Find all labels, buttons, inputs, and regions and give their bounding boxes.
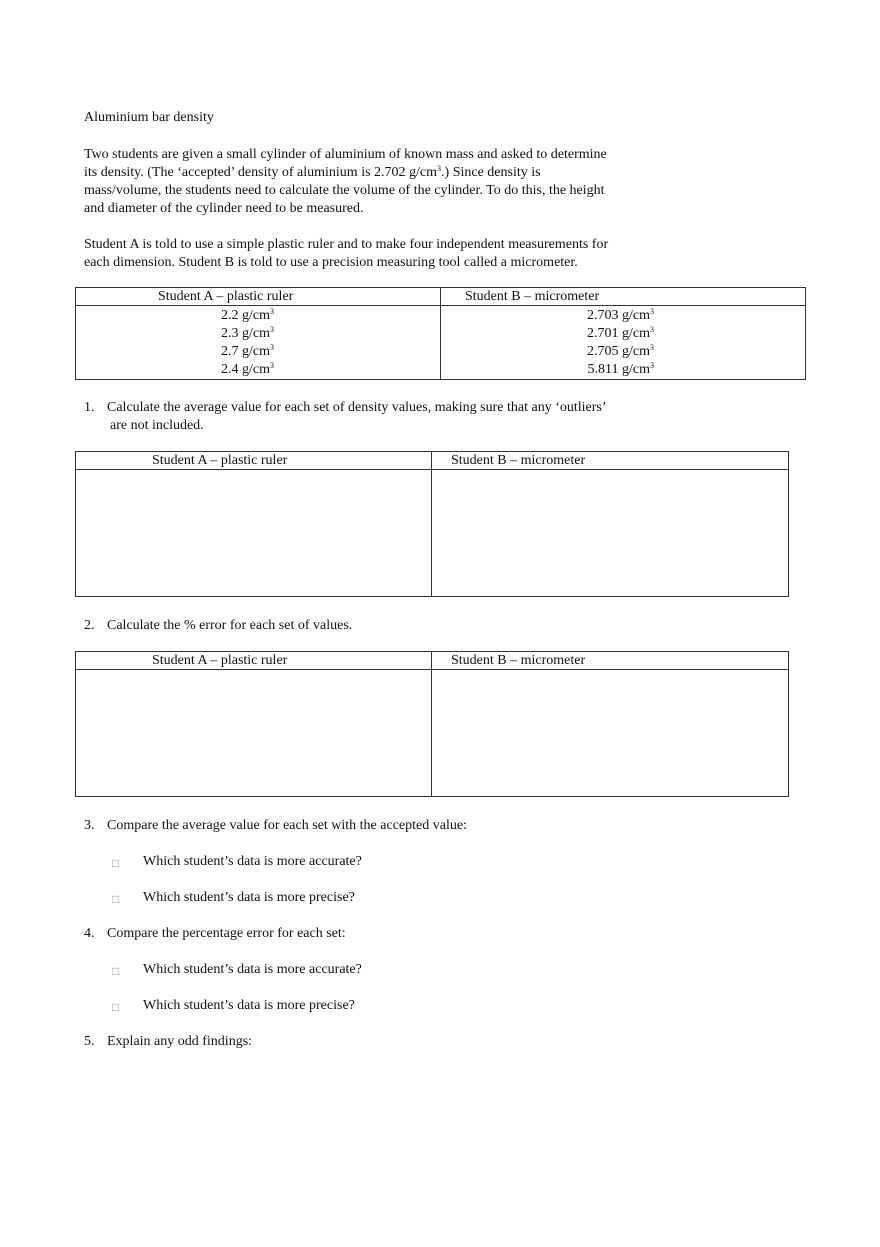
error-answer-b[interactable] [432,670,789,797]
student-a-values [76,306,441,380]
average-header-b: Student B – micrometer [432,452,789,470]
student-b-values [441,306,806,380]
q3-bullet-accurate: Which student’s data is more accurate? [143,854,362,869]
page-title: Aluminium bar density [84,110,214,125]
student-b-value-row: 2.705 $g/cm^3$ [587,343,654,359]
data-table-header-a: Student A – plastic ruler [76,288,441,306]
average-header-a: Student A – plastic ruler [76,452,432,470]
average-answer-a[interactable] [76,470,432,597]
question-5: 5. Explain any odd findings: [84,1034,253,1049]
checkbox-icon: □ [112,964,120,978]
student-a-value-row: 2.7 $g/cm^3$ [221,343,274,359]
student-b-value-row: 2.703 $g/cm^3$ [587,307,654,323]
checkbox-icon: □ [112,892,120,906]
checkbox-icon: □ [112,856,120,870]
density-data-table [75,287,806,380]
error-header-a: Student A – plastic ruler [76,652,432,670]
q4-bullet-accurate: Which student’s data is more accurate? [143,962,362,977]
question-2: 2. Calculate the % error for each set of values. [84,618,353,633]
student-a-value-row: 2.4 $g/cm^3$ [221,361,274,377]
error-answer-table [75,651,789,797]
data-table-header-b: Student B – micrometer [441,288,806,306]
question-1-continued: are not included. [110,418,204,433]
student-b-value-row: 2.701 $g/cm^3$ [587,325,654,341]
checkbox-icon: □ [112,1000,120,1014]
instructions-line-2: each dimension. Student B is told to use a precision measuring tool called a micrometer. [84,255,578,270]
q4-bullet-precise: Which student’s data is more precise? [143,998,355,1013]
error-header-b: Student B – micrometer [432,652,789,670]
intro-line-1: Two students are given a small cylinder of aluminium of known mass and asked to determine [84,147,607,162]
student-a-value-row: 2.2 $g/cm^3$ [221,307,274,323]
intro-line-4: and diameter of the cylinder need to be measured. [84,201,364,216]
error-answer-a[interactable] [76,670,432,797]
question-1: 1. Calculate the average value for each set of density values, making sure that any ‘outliers’ [84,400,607,415]
question-3: 3. Compare the average value for each set with the accepted value: [84,818,467,833]
instructions-paragraph [84,236,654,272]
average-answer-table [75,451,789,597]
intro-line-2: its density. (The ‘accepted’ density of aluminium is 2.702 $g/cm^3$.) Since density is [84,164,541,180]
instructions-line-1: Student A is told to use a simple plastic ruler and to make four independent measurements for [84,237,609,252]
question-4: 4. Compare the percentage error for each set: [84,926,346,941]
average-answer-b[interactable] [432,470,789,597]
student-b-value-row: 5.811 $g/cm^3$ [587,361,654,377]
q3-bullet-precise: Which student’s data is more precise? [143,890,355,905]
intro-line-3: mass/volume, the students need to calculate the volume of the cylinder. To do this, the height [84,183,605,198]
intro-paragraph [84,146,654,218]
student-a-value-row: 2.3 $g/cm^3$ [221,325,274,341]
